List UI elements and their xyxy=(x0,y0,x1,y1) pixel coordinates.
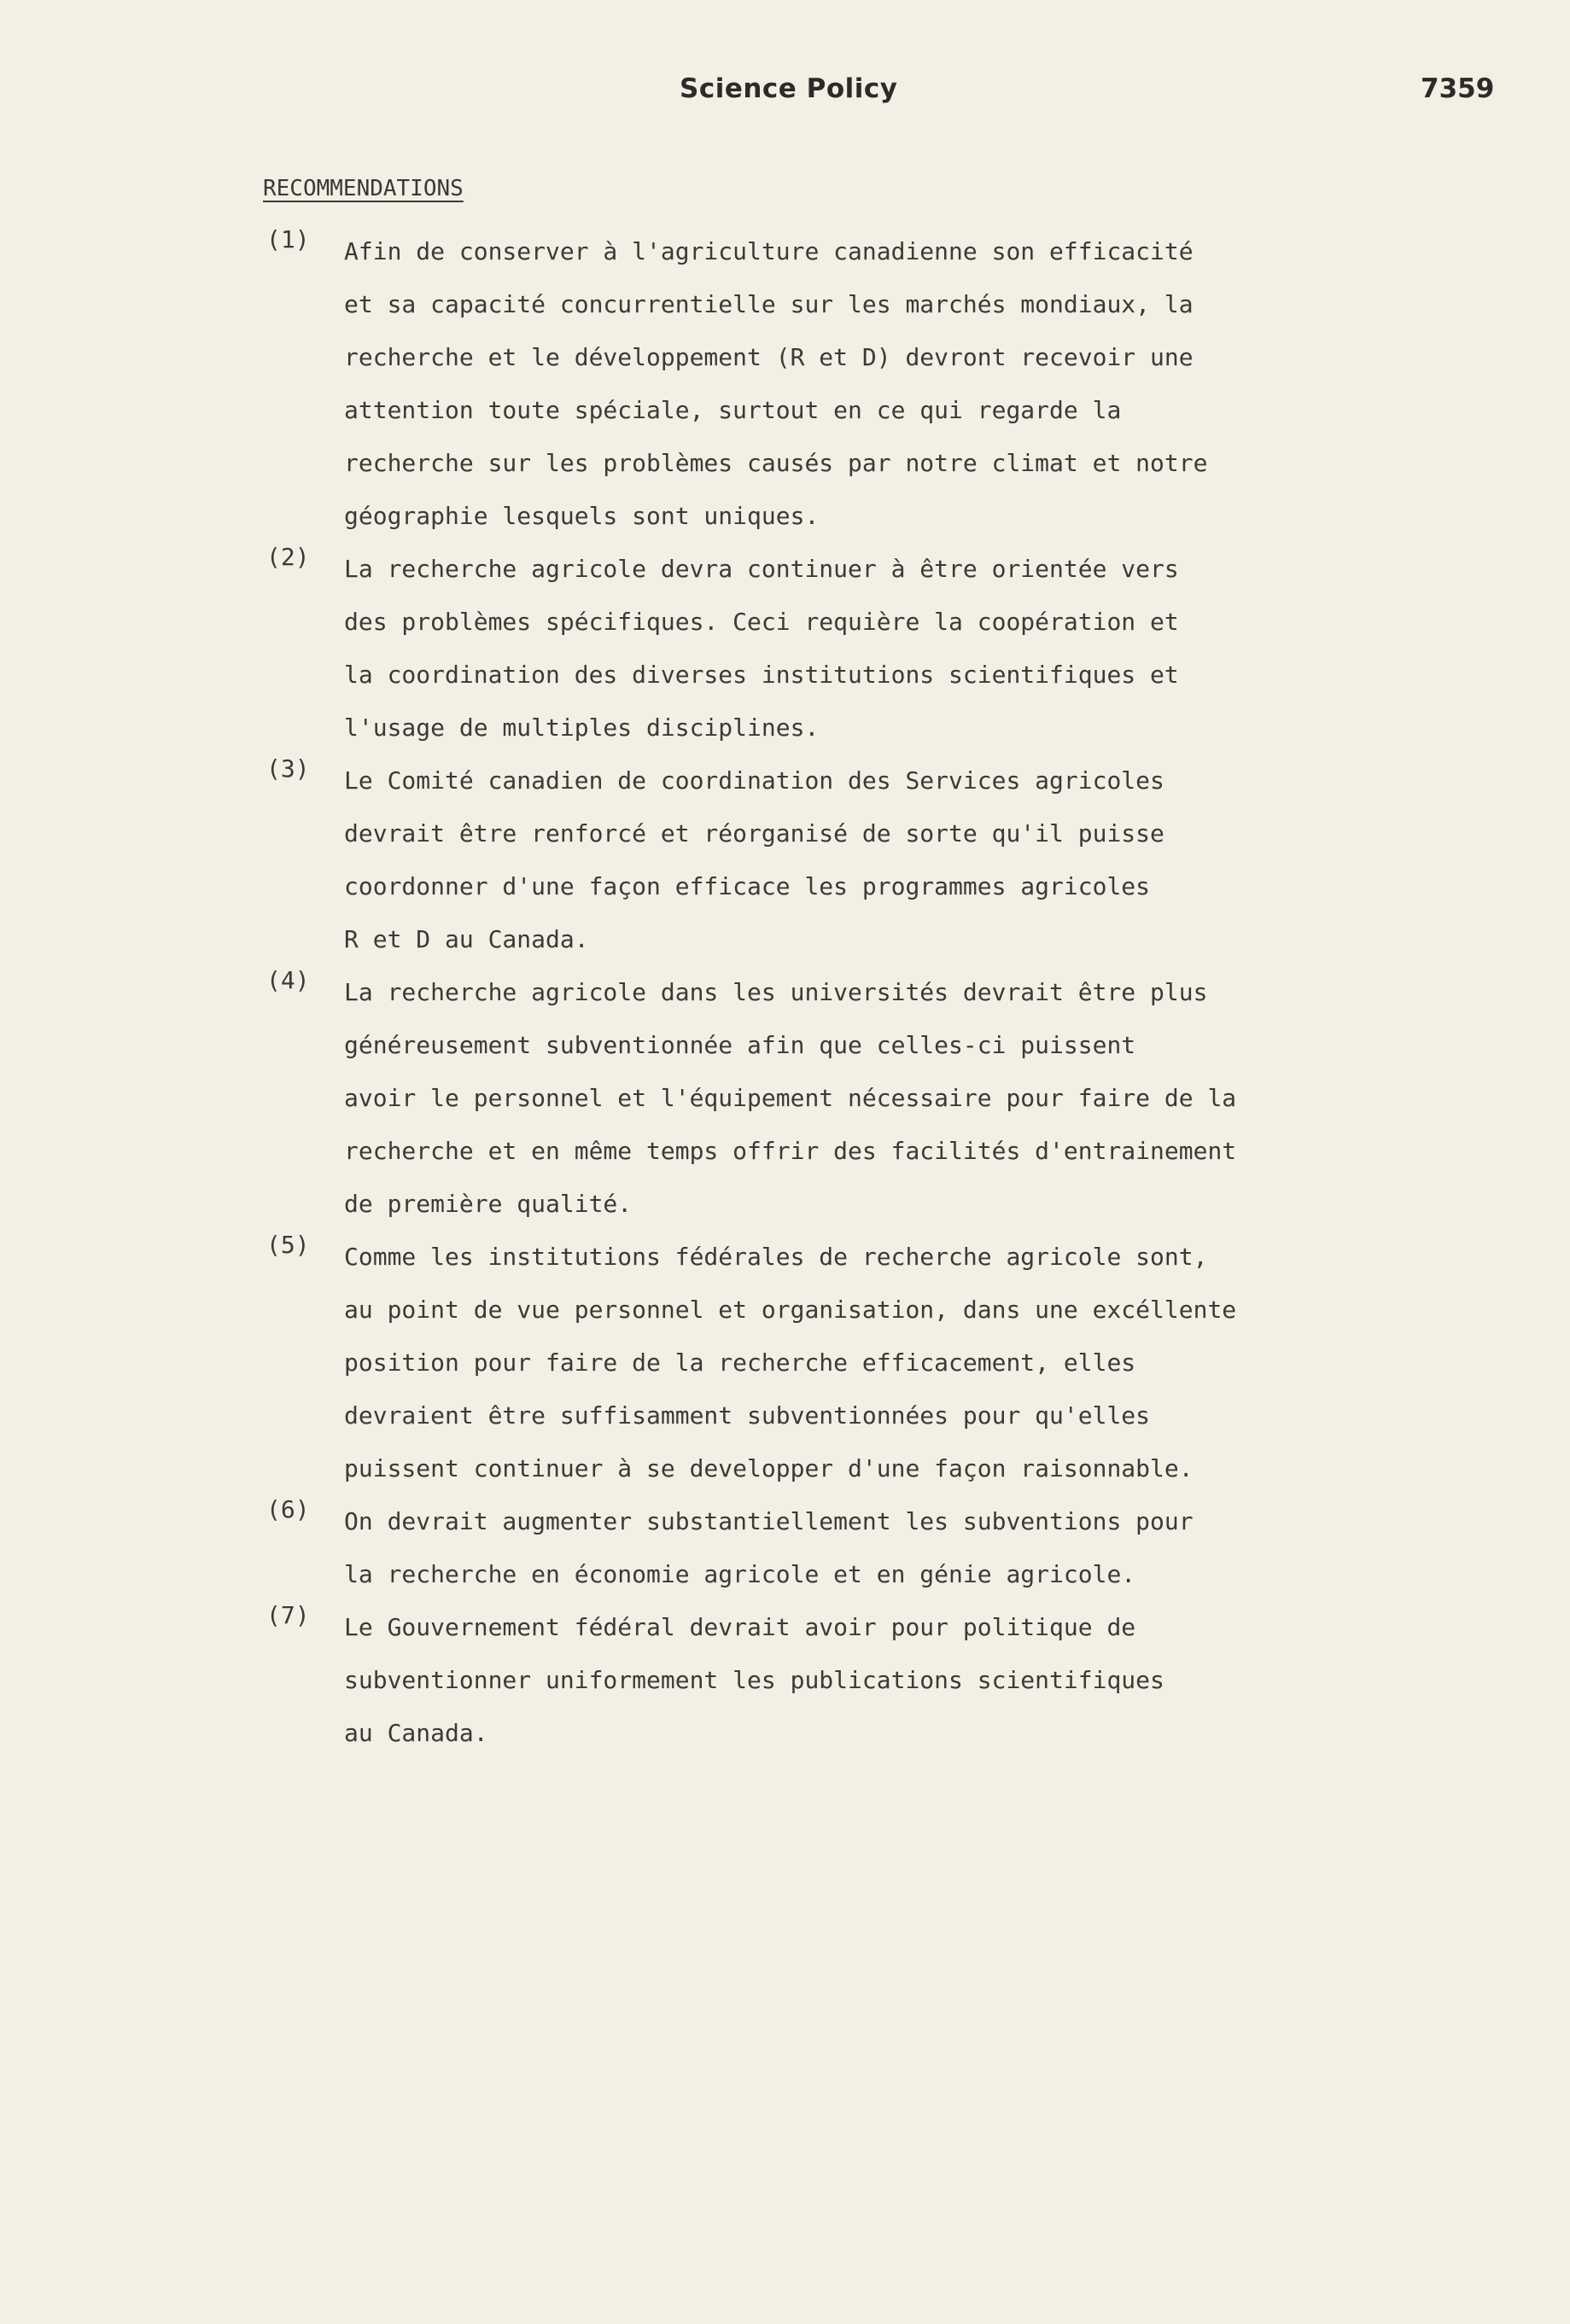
recommendation-number: (2) xyxy=(266,543,310,571)
recommendation-number: (6) xyxy=(266,1495,310,1523)
text-line: recherche et le développement (R et D) devront recevoir une xyxy=(344,343,1194,371)
text-line: la coordination des diverses institutions scientifiques et xyxy=(344,661,1179,689)
text-line: recherche et en même temps offrir des facilités d'entrainement xyxy=(344,1137,1237,1165)
text-line: la recherche en économie agricole et en génie agricole. xyxy=(344,1560,1136,1588)
text-line: recherche sur les problèmes causés par notre climat et notre xyxy=(344,449,1208,477)
text-line: des problèmes spécifiques. Ceci requière la coopération et xyxy=(344,608,1179,636)
text-line: coordonner d'une façon efficace les programmes agricoles xyxy=(344,872,1151,900)
text-line: subventionner uniformement les publications scientifiques xyxy=(344,1666,1164,1694)
text-line: devraient être suffisamment subventionnées pour qu'elles xyxy=(344,1401,1151,1430)
page-number: 7359 xyxy=(1421,73,1495,104)
text-line: avoir le personnel et l'équipement nécessaire pour faire de la xyxy=(344,1084,1237,1112)
text-line: et sa capacité concurrentielle sur les marchés mondiaux, la xyxy=(344,290,1194,318)
recommendation-text xyxy=(344,966,1326,1231)
recommendation-number: (3) xyxy=(266,754,310,783)
text-line: géographie lesquels sont uniques. xyxy=(344,502,820,530)
recommendation-text xyxy=(344,225,1326,543)
recommendation-text xyxy=(344,1495,1326,1601)
text-line: au Canada. xyxy=(344,1719,488,1747)
recommendation-number: (4) xyxy=(266,966,310,994)
recommendation-number: (1) xyxy=(266,225,310,253)
text-line: Le Comité canadien de coordination des Services agricoles xyxy=(344,766,1164,795)
text-line: généreusement subventionnée afin que celles-ci puissent xyxy=(344,1031,1136,1059)
running-header-title: Science Policy xyxy=(680,73,898,104)
text-line: position pour faire de la recherche efficacement, elles xyxy=(344,1348,1136,1377)
recommendation-text xyxy=(344,543,1326,754)
section-heading: RECOMMENDATIONS xyxy=(263,176,464,201)
text-line: On devrait augmenter substantiellement les subventions pour xyxy=(344,1507,1194,1535)
text-line: Le Gouvernement fédéral devrait avoir pour politique de xyxy=(344,1613,1136,1641)
text-line: attention toute spéciale, surtout en ce qui regarde la xyxy=(344,396,1122,424)
recommendation-text xyxy=(344,754,1326,966)
text-line: Comme les institutions fédérales de recherche agricole sont, xyxy=(344,1243,1208,1271)
recommendation-number: (5) xyxy=(266,1231,310,1259)
text-line: La recherche agricole devra continuer à être orientée vers xyxy=(344,555,1179,583)
text-line: l'usage de multiples disciplines. xyxy=(344,714,820,742)
text-line: au point de vue personnel et organisation, dans une excéllente xyxy=(344,1296,1237,1324)
recommendation-number: (7) xyxy=(266,1601,310,1629)
recommendation-text xyxy=(344,1231,1326,1495)
recommendation-text xyxy=(344,1601,1326,1760)
text-line: de première qualité. xyxy=(344,1190,633,1218)
text-line: Afin de conserver à l'agriculture canadienne son efficacité xyxy=(344,237,1194,265)
text-line: R et D au Canada. xyxy=(344,925,589,953)
text-line: puissent continuer à se developper d'une façon raisonnable. xyxy=(344,1454,1194,1482)
text-line: La recherche agricole dans les universités devrait être plus xyxy=(344,978,1208,1006)
text-line: devrait être renforcé et réorganisé de sorte qu'il puisse xyxy=(344,819,1164,847)
